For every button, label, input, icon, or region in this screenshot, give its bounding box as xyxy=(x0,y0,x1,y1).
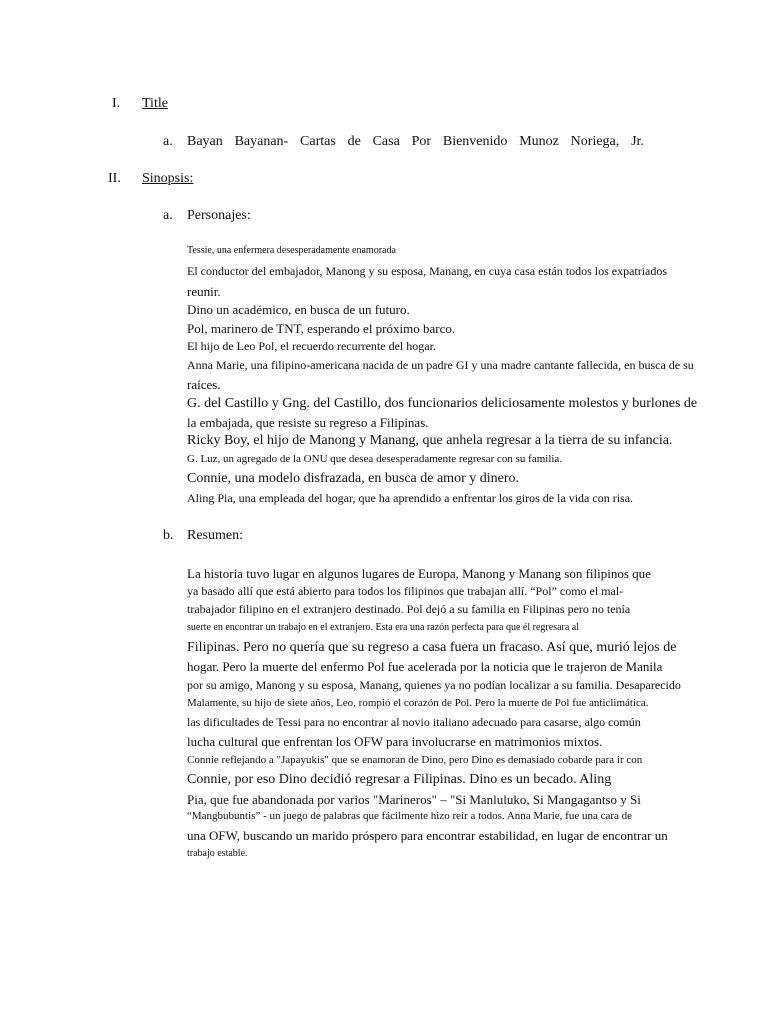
summary-line: trabajo estable. xyxy=(187,848,248,859)
play-title-word: de xyxy=(347,134,361,149)
play-title-word: Munoz xyxy=(519,134,559,149)
character-line: reunir. xyxy=(187,284,221,299)
play-title-word: Bayanan- xyxy=(234,134,289,149)
play-title-line xyxy=(187,135,644,149)
item-2-heading: Sinopsis: xyxy=(142,171,194,186)
play-title-word: Por xyxy=(411,134,432,149)
summary-line: Malamente, su hijo de siete años, Leo, rompió el corazón de Pol. Pero la muerte de Pol fue anticlimática. xyxy=(187,697,649,709)
character-line: G. del Castillo y Gng. del Castillo, dos funcionarios deliciosamente molestos y burlones de xyxy=(187,396,698,411)
character-line: El hijo de Leo Pol, el recuerdo recurrente del hogar. xyxy=(187,339,436,353)
item-1-number: I. xyxy=(112,96,121,111)
summary-line: Connie reflejando a "Japayukis" que se enamoran de Dino, pero Dino es demasiado cobarde para ir con xyxy=(187,754,643,766)
item-2-number: II. xyxy=(108,171,121,186)
summary-line: suerte en encontrar un trabajo en el extranjero. Esta era una razón perfecta para que él regresara al xyxy=(187,622,579,633)
play-title-word: Casa xyxy=(372,134,400,149)
resumen-heading: Resumen: xyxy=(187,528,243,543)
character-line: El conductor del embajador, Manong y su esposa, Manang, en cuya casa están todos los expatriados xyxy=(187,264,668,278)
summary-line: Pia, que fue abandonada por varios "Marineros" – "Si Manluluko, Si Mangagantso y Si xyxy=(187,792,641,807)
summary-line: La historia tuvo lugar en algunos lugares de Europa, Manong y Manang son filipinos que xyxy=(187,566,651,581)
character-line: la embajada, que resiste su regreso a Filipinas. xyxy=(187,415,429,430)
summary-line: ya basado allí que está abierto para todos los filipinos que trabajan allí. “Pol” como el mal- xyxy=(187,584,624,598)
item-2a-letter: a. xyxy=(163,208,173,223)
summary-line: Connie, por eso Dino decidió regresar a Filipinas. Dino es un becado. Aling xyxy=(187,772,612,787)
character-line: G. Luz, un agregado de la ONU que desea desesperadamente regresar con su familia. xyxy=(187,453,563,465)
summary-line: por su amigo, Manong y su esposa, Manang, quienes ya no podían localizar a su familia. Desaparecido xyxy=(187,678,681,692)
character-line: Connie, una modelo disfrazada, en busca de amor y dinero. xyxy=(187,471,520,486)
item-2b-letter: b. xyxy=(163,528,174,543)
summary-line: trabajador filipino en el extranjero destinado. Pol dejó a su familia en Filipinas pero no tenía xyxy=(187,602,631,616)
play-title-word: Bienvenido xyxy=(442,134,508,149)
summary-line: las dificultades de Tessi para no encontrar al novio italiano adecuado para casarse, algo común xyxy=(187,715,641,729)
summary-line: “Mangbubuntis” - un juego de palabras que fácilmente hizo reír a todos. Anna Marie, fue una cara de xyxy=(187,810,633,822)
play-title-word: Bayan xyxy=(187,134,223,149)
character-line: Dino un académico, en busca de un futuro. xyxy=(187,302,410,317)
summary-line: Filipinas. Pero no quería que su regreso a casa fuera un fracaso. Así que, murió lejos de xyxy=(187,640,677,655)
play-title-word: Jr. xyxy=(631,134,644,149)
character-line: raíces. xyxy=(187,377,221,392)
summary-line: hogar. Pero la muerte del enfermo Pol fue acelerada por la noticia que le trajeron de Manila xyxy=(187,659,663,674)
item-1-heading: Title xyxy=(142,96,168,111)
summary-line: una OFW, buscando un marido próspero para encontrar estabilidad, en lugar de encontrar un xyxy=(187,828,668,843)
item-1a-letter: a. xyxy=(163,134,173,149)
character-line: Pol, marinero de TNT, esperando el próximo barco. xyxy=(187,321,456,336)
character-line: Anna Marie, una filipino-americana nacida de un padre GI y una madre cantante fallecida, en busca de su xyxy=(187,358,694,372)
character-line: Ricky Boy, el hijo de Manong y Manang, que anhela regresar a la tierra de su infancia. xyxy=(187,433,673,448)
play-title-word: Noriega, xyxy=(570,134,620,149)
play-title-word: Cartas xyxy=(300,134,336,149)
character-line: Tessie, una enfermera desesperadamente enamorada xyxy=(187,245,396,256)
summary-line: lucha cultural que enfrentan los OFW para involucrarse en matrimonios mixtos. xyxy=(187,734,603,749)
character-line: Aling Pia, una empleada del hogar, que ha aprendido a enfrentar los giros de la vida con risa. xyxy=(187,491,634,505)
personajes-heading: Personajes: xyxy=(187,208,251,223)
